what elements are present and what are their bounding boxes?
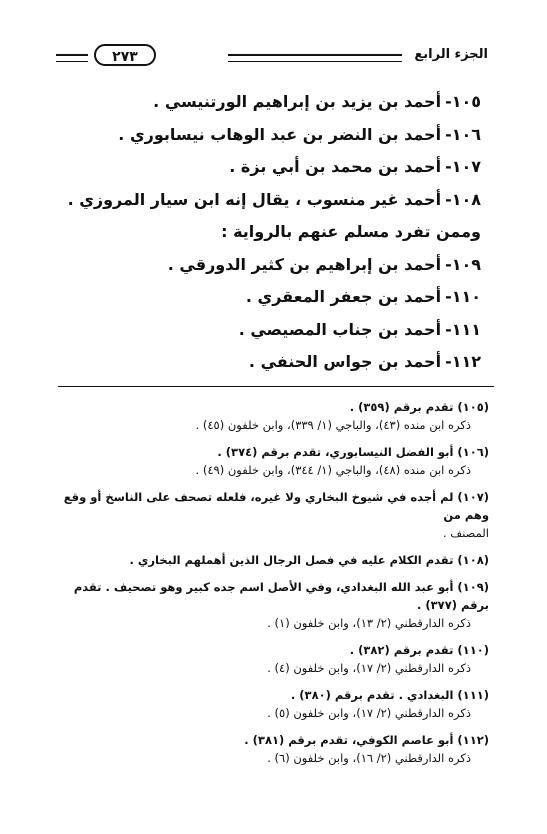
header-rule-right bbox=[228, 54, 402, 62]
entry-106: ١٠٦-أحمد بن النضر بن عبد الوهاب نيسابوري . bbox=[118, 124, 481, 144]
running-title: الجزء الرابع bbox=[414, 47, 488, 62]
entry-110: ١١٠-أحمد بن جعفر المعقري . bbox=[245, 287, 481, 306]
footnotes bbox=[49, 398, 489, 776]
footnote-109: (١٠٩) أبو عبد الله البغدادي، وفي الأصل اسم جده كبير وهو تصحيف . تقدم برقم (٣٧٧) . ذكره الدارقطني (٢/ ١٣)، وابن خلفون (١) . bbox=[73, 580, 489, 630]
entry-105: ١٠٥-أحمد بن يزيد بن إبراهيم الورتنيسي . bbox=[153, 92, 481, 111]
footnote-108: (١٠٨) تقدم الكلام عليه في فصل الرجال الذين أهملهم البخاري . bbox=[129, 553, 489, 567]
entry-107: ١٠٧-أحمد بن محمد بن أبي بزة . bbox=[229, 157, 481, 176]
entry-109: ١٠٩-أحمد بن إبراهيم بن كثير الدورقي . bbox=[167, 254, 481, 274]
header-rule-left bbox=[56, 54, 88, 62]
footnote-105: (١٠٥) تقدم برقم (٣٥٩) . ذكره ابن منده (٤٣)، والباجي (١/ ٣٣٩)، وابن خلفون (٤٥) . bbox=[195, 400, 489, 432]
entry-112: ١١٢-أحمد بن جواس الحنفي . bbox=[248, 352, 481, 371]
footnote-110: (١١٠) تقدم برقم (٣٨٢) . ذكره الدارقطني (٢/ ١٧)، وابن خلفون (٤) . bbox=[267, 643, 489, 675]
page-number: ٢٧٣ bbox=[94, 44, 156, 66]
section-heading: وممن تفرد مسلم عنهم بالرواية : bbox=[221, 222, 481, 241]
footnote-112: (١١٢) أبو عاصم الكوفي، تقدم برقم (٣٨١) . ذكره الدارقطني (٢/ ١٦)، وابن خلفون (٦) . bbox=[244, 733, 489, 765]
page-header bbox=[58, 44, 488, 70]
entry-108: ١٠٨-أحمد غير منسوب ، يقال إنه ابن سيار المروزي . bbox=[67, 189, 481, 209]
entries-list bbox=[61, 86, 481, 379]
entry-111: ١١١-أحمد بن جناب المصيصي . bbox=[238, 319, 481, 339]
footnote-106: (١٠٦) أبو الفضل النيسابوري، تقدم برقم (٣٧٤) . ذكره ابن منده (٤٨)، والباجي (١/ ٣٤٤)، وابن خلفون (٤٩) . bbox=[195, 445, 489, 477]
footnote-111: (١١١) البغدادي . تقدم برقم (٣٨٠) . ذكره الدارقطني (٢/ ١٧)، وابن خلفون (٥) . bbox=[267, 688, 489, 720]
footnote-107: (١٠٧) لم أجده في شيوخ البخاري ولا غيره، فلعله تصحف على الناسخ أو وقع وهم من المصنف . bbox=[63, 490, 489, 540]
footnote-separator bbox=[58, 386, 494, 387]
